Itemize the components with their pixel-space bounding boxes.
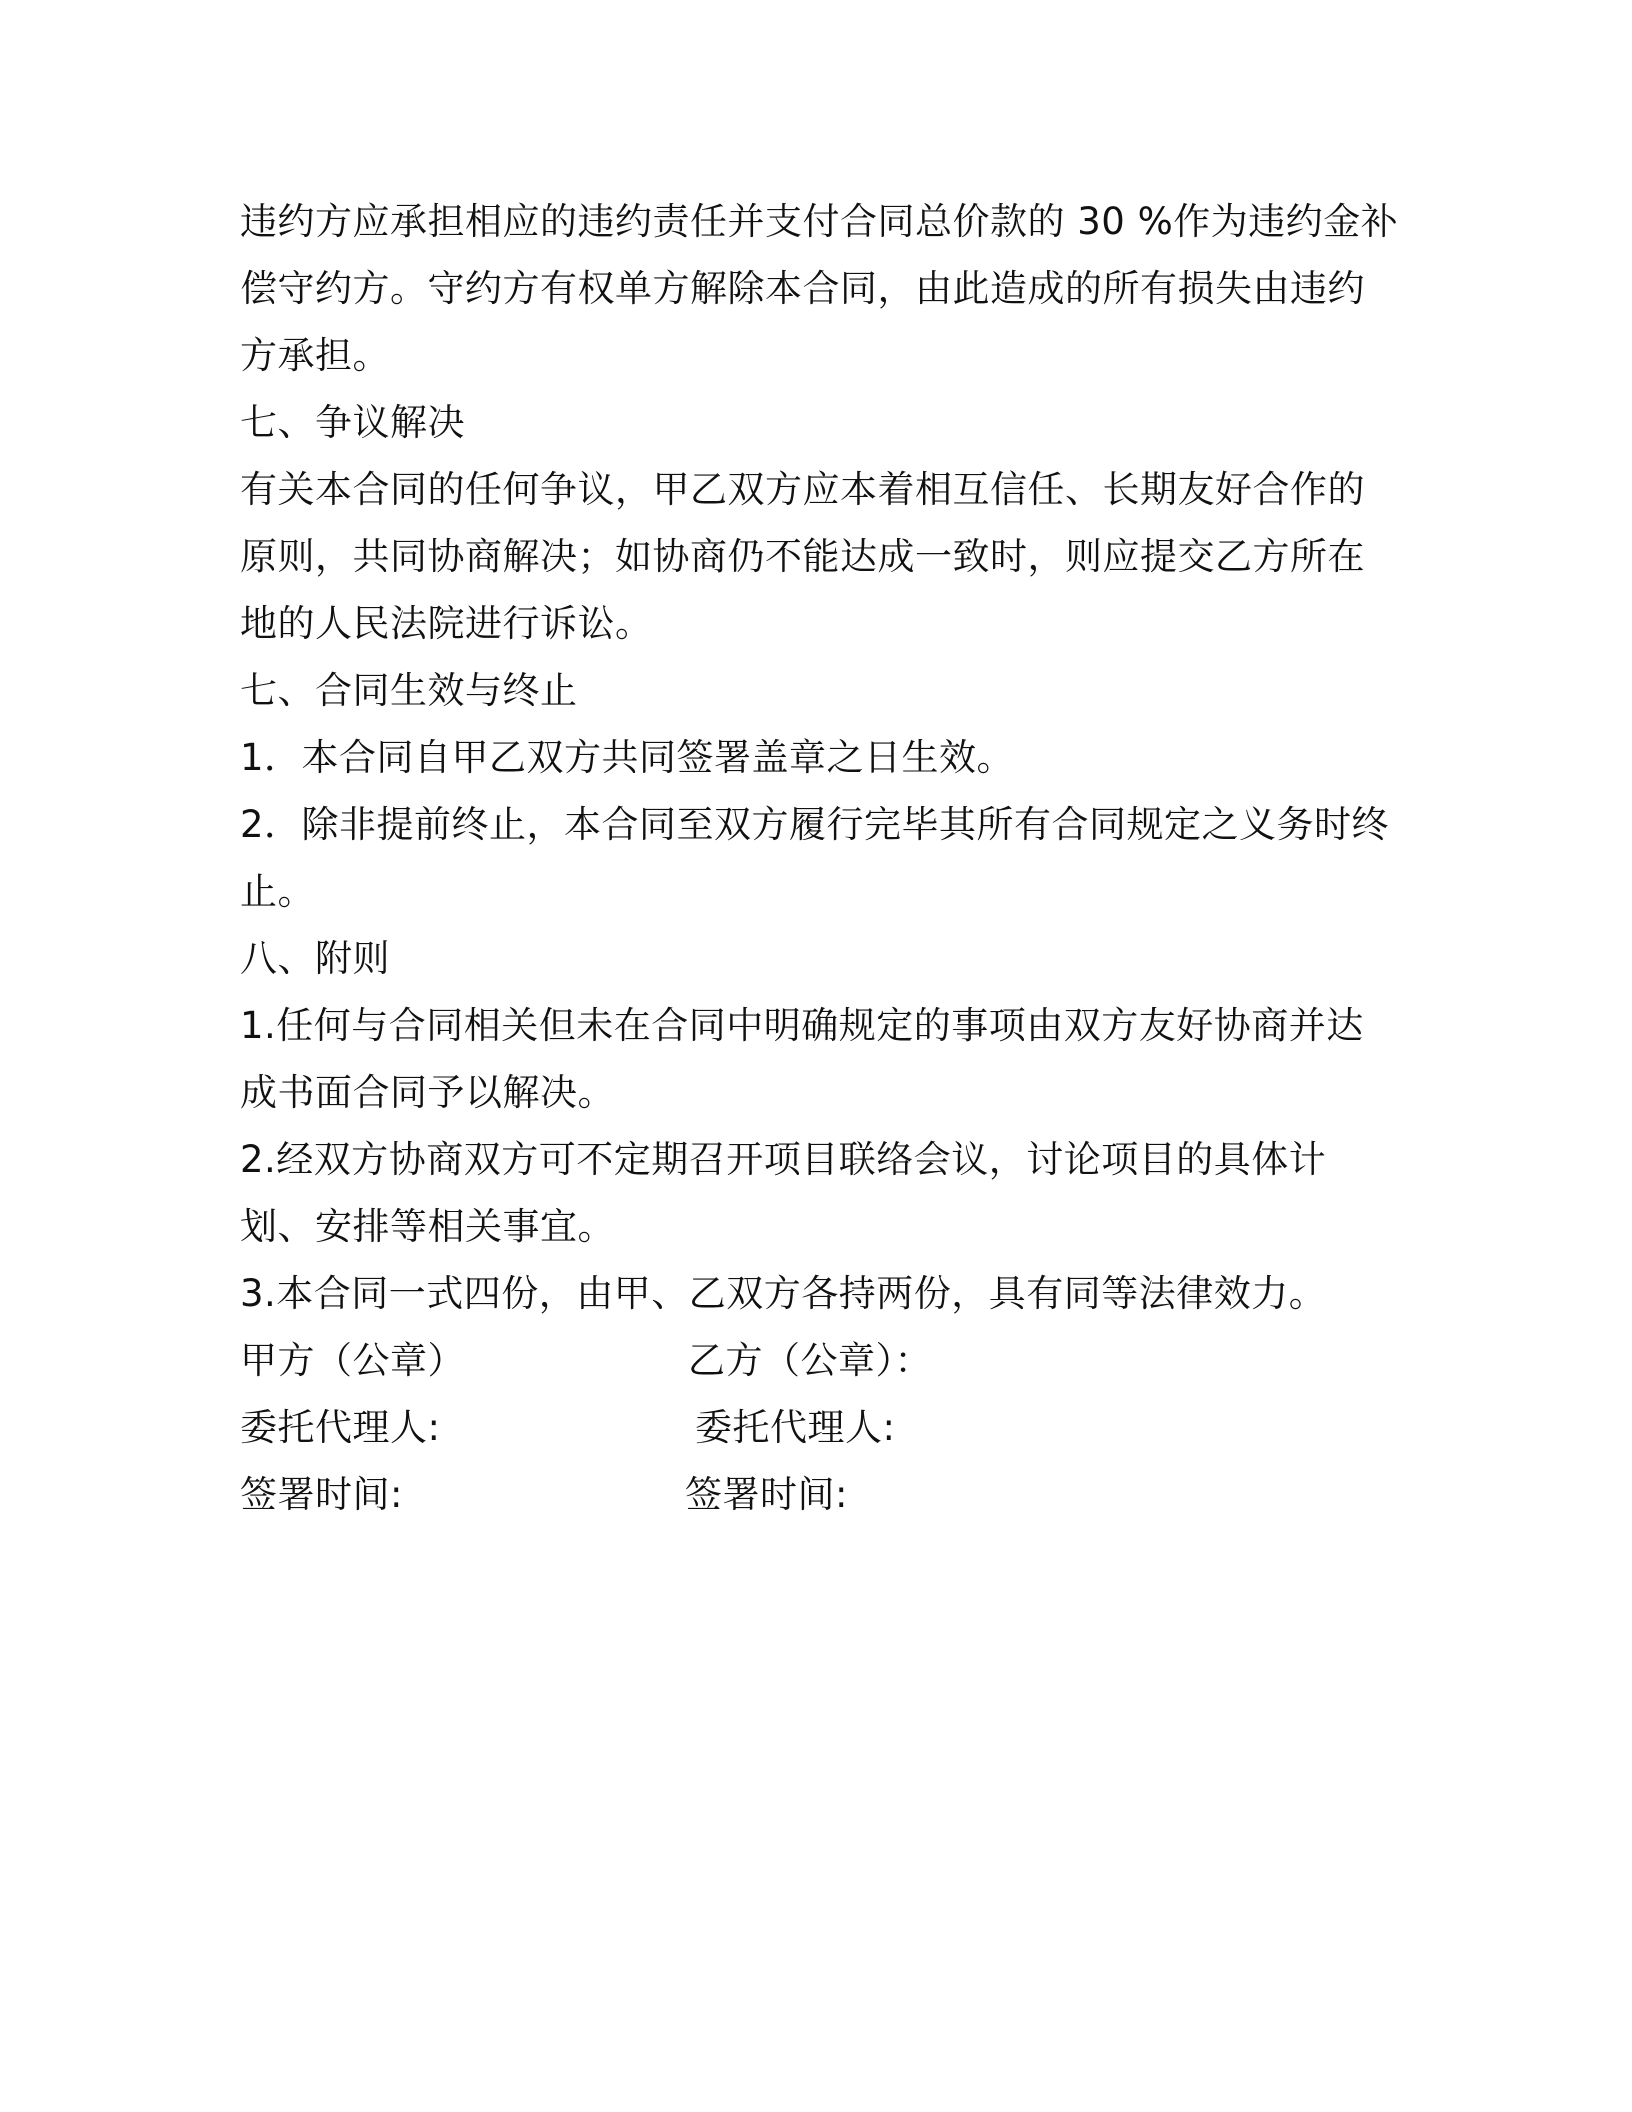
list-item: 3.本合同一式四份，由甲、乙双方各持两份，具有同等法律效力。	[240, 1272, 1327, 1315]
section-heading-appendix: 八、附则	[240, 937, 390, 980]
party-b-seal-label: 乙方（公章）：	[688, 1339, 932, 1382]
signature-row-time	[240, 1461, 1390, 1528]
contract-text	[240, 188, 1399, 1528]
party-b-agent-label: 委托代理人:	[695, 1406, 896, 1449]
party-b-time-label: 签署时间:	[685, 1473, 848, 1516]
list-item: 1.任何与合同相关但未在合同中明确规定的事项由双方友好协商并达	[240, 1004, 1364, 1047]
section-heading-effect: 七、合同生效与终止	[240, 669, 578, 712]
list-item-continuation: 成书面合同予以解决。	[240, 1071, 615, 1114]
list-item-continuation: 止。	[240, 870, 315, 913]
paragraph-line: 原则，共同协商解决；如协商仍不能达成一致时，则应提交乙方所在	[240, 535, 1365, 578]
section-heading-dispute: 七、争议解决	[240, 401, 465, 444]
list-item: 2.经双方协商双方可不定期召开项目联络会议，讨论项目的具体计	[240, 1138, 1327, 1181]
paragraph-line: 违约方应承担相应的违约责任并支付合同总价款的 30 %作为违约金补	[240, 200, 1399, 243]
list-item: 2．除非提前终止，本合同至双方履行完毕其所有合同规定之义务时终	[240, 803, 1390, 846]
paragraph-line: 方承担。	[240, 334, 390, 377]
signature-row-agent	[240, 1394, 1390, 1461]
list-item: 1．本合同自甲乙双方共同签署盖章之日生效。	[240, 736, 1015, 779]
paragraph-line: 地的人民法院进行诉讼。	[240, 602, 653, 645]
party-a-time-label: 签署时间:	[240, 1473, 403, 1516]
list-item-continuation: 划、安排等相关事宜。	[240, 1205, 615, 1248]
party-a-seal-label: 甲方（公章）	[240, 1339, 465, 1382]
party-a-agent-label: 委托代理人:	[240, 1406, 441, 1449]
paragraph-line: 有关本合同的任何争议，甲乙双方应本着相互信任、长期友好合作的	[240, 468, 1365, 511]
paragraph-line: 偿守约方。守约方有权单方解除本合同，由此造成的所有损失由违约	[240, 267, 1365, 310]
signature-row-seal	[240, 1327, 1390, 1394]
